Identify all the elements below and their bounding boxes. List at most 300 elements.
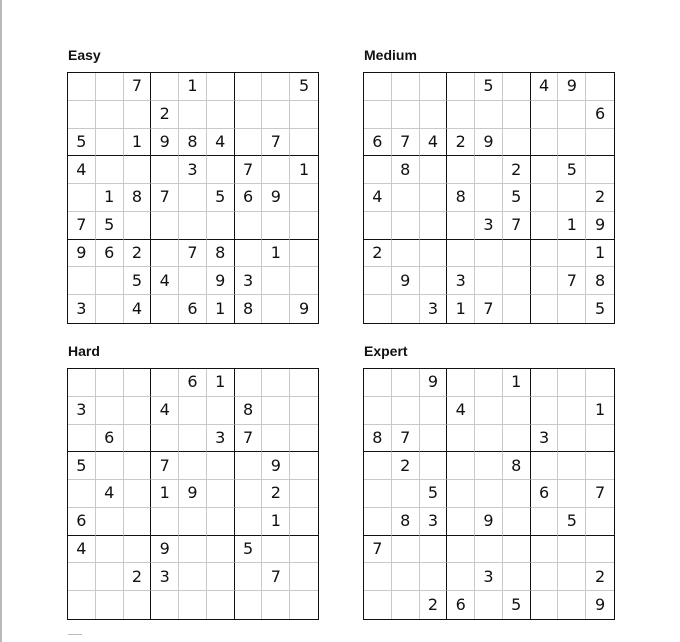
sudoku-cell[interactable]: 4 bbox=[96, 480, 124, 508]
sudoku-cell[interactable] bbox=[262, 267, 290, 295]
sudoku-cell[interactable]: 7 bbox=[68, 212, 96, 240]
sudoku-cell[interactable]: 7 bbox=[586, 480, 614, 508]
sudoku-cell[interactable] bbox=[392, 73, 420, 101]
sudoku-cell[interactable] bbox=[124, 397, 152, 425]
sudoku-cell[interactable] bbox=[475, 184, 503, 212]
sudoku-cell[interactable]: 9 bbox=[392, 267, 420, 295]
sudoku-cell[interactable]: 7 bbox=[124, 73, 152, 101]
sudoku-cell[interactable] bbox=[420, 240, 448, 268]
sudoku-cell[interactable]: 9 bbox=[595, 595, 606, 615]
sudoku-cell[interactable] bbox=[392, 480, 420, 508]
sudoku-cell[interactable] bbox=[475, 156, 503, 184]
sudoku-cell[interactable]: 8 bbox=[503, 452, 531, 480]
sudoku-cell[interactable] bbox=[475, 101, 503, 129]
sudoku-cell[interactable] bbox=[364, 480, 392, 508]
sudoku-cell[interactable] bbox=[558, 184, 586, 212]
sudoku-cell[interactable]: 4 bbox=[364, 184, 392, 212]
sudoku-cell[interactable] bbox=[558, 425, 586, 453]
sudoku-cell[interactable]: 2 bbox=[586, 563, 614, 591]
sudoku-cell[interactable]: 6 bbox=[68, 508, 96, 536]
sudoku-cell[interactable] bbox=[68, 101, 96, 129]
sudoku-cell[interactable] bbox=[290, 212, 318, 240]
sudoku-cell[interactable] bbox=[392, 240, 420, 268]
sudoku-cell[interactable]: 5 bbox=[503, 184, 531, 212]
sudoku-cell[interactable]: 4 bbox=[447, 397, 475, 425]
sudoku-cell[interactable] bbox=[124, 101, 152, 129]
sudoku-cell[interactable]: 6 bbox=[96, 240, 124, 268]
sudoku-cell[interactable] bbox=[586, 452, 614, 480]
sudoku-cell[interactable]: 3 bbox=[235, 267, 263, 295]
sudoku-cell[interactable]: 1 bbox=[262, 240, 290, 268]
sudoku-cell[interactable] bbox=[290, 101, 318, 129]
sudoku-cell[interactable]: 1 bbox=[558, 212, 586, 240]
sudoku-cell[interactable] bbox=[531, 101, 559, 129]
sudoku-cell[interactable] bbox=[68, 480, 96, 508]
sudoku-cell[interactable]: 1 bbox=[586, 240, 614, 268]
sudoku-cell[interactable]: 1 bbox=[586, 397, 614, 425]
sudoku-cell[interactable] bbox=[475, 591, 503, 619]
sudoku-cell[interactable] bbox=[290, 129, 318, 157]
sudoku-cell[interactable]: 8 bbox=[392, 156, 420, 184]
sudoku-cell[interactable] bbox=[364, 156, 392, 184]
sudoku-cell[interactable] bbox=[290, 369, 318, 397]
sudoku-cell[interactable] bbox=[392, 591, 420, 619]
sudoku-cell[interactable] bbox=[531, 295, 559, 323]
sudoku-cell[interactable] bbox=[96, 267, 124, 295]
sudoku-cell[interactable] bbox=[235, 591, 263, 619]
sudoku-cell[interactable]: 9 bbox=[586, 212, 614, 240]
sudoku-cell[interactable] bbox=[207, 212, 235, 240]
sudoku-cell[interactable] bbox=[420, 101, 448, 129]
sudoku-cell[interactable] bbox=[420, 452, 448, 480]
sudoku-cell[interactable] bbox=[475, 369, 503, 397]
sudoku-cell[interactable] bbox=[290, 508, 318, 536]
sudoku-cell[interactable]: 7 bbox=[151, 184, 179, 212]
sudoku-cell[interactable] bbox=[531, 536, 559, 564]
sudoku-cell[interactable]: 8 bbox=[179, 129, 207, 157]
sudoku-cell[interactable] bbox=[207, 452, 235, 480]
sudoku-cell[interactable]: 2 bbox=[586, 184, 614, 212]
sudoku-cell[interactable] bbox=[179, 184, 207, 212]
sudoku-cell[interactable] bbox=[447, 480, 475, 508]
sudoku-cell[interactable] bbox=[420, 267, 448, 295]
sudoku-cell[interactable] bbox=[531, 452, 559, 480]
sudoku-cell[interactable] bbox=[392, 212, 420, 240]
sudoku-cell[interactable]: 9 bbox=[207, 267, 235, 295]
sudoku-cell[interactable] bbox=[420, 212, 448, 240]
sudoku-cell[interactable] bbox=[124, 425, 152, 453]
sudoku-cell[interactable]: 5 bbox=[558, 508, 586, 536]
sudoku-cell[interactable]: 2 bbox=[364, 240, 392, 268]
sudoku-cell[interactable]: 5 bbox=[68, 129, 96, 157]
sudoku-cell[interactable] bbox=[235, 452, 263, 480]
sudoku-cell[interactable] bbox=[124, 591, 152, 619]
sudoku-cell[interactable] bbox=[503, 129, 531, 157]
sudoku-cell[interactable]: 1 bbox=[207, 369, 235, 397]
sudoku-cell[interactable] bbox=[151, 295, 179, 323]
sudoku-cell[interactable] bbox=[392, 369, 420, 397]
sudoku-cell[interactable] bbox=[151, 240, 179, 268]
sudoku-cell[interactable]: 7 bbox=[235, 425, 263, 453]
sudoku-cell[interactable] bbox=[392, 536, 420, 564]
sudoku-cell[interactable]: 8 bbox=[235, 397, 263, 425]
sudoku-cell[interactable] bbox=[207, 480, 235, 508]
sudoku-cell[interactable] bbox=[531, 129, 559, 157]
sudoku-cell[interactable] bbox=[420, 184, 448, 212]
sudoku-cell[interactable]: 1 bbox=[447, 295, 475, 323]
sudoku-cell[interactable] bbox=[262, 73, 290, 101]
sudoku-cell[interactable] bbox=[475, 452, 503, 480]
sudoku-cell[interactable]: 5 bbox=[207, 184, 235, 212]
sudoku-cell[interactable]: 1 bbox=[503, 369, 531, 397]
sudoku-cell[interactable] bbox=[586, 369, 614, 397]
sudoku-cell[interactable] bbox=[290, 184, 318, 212]
sudoku-cell[interactable] bbox=[531, 212, 559, 240]
sudoku-cell[interactable] bbox=[290, 480, 318, 508]
sudoku-cell[interactable]: 2 bbox=[124, 240, 152, 268]
sudoku-cell[interactable] bbox=[503, 295, 531, 323]
sudoku-cell[interactable]: 6 bbox=[447, 591, 475, 619]
sudoku-cell[interactable]: 5 bbox=[68, 452, 96, 480]
sudoku-cell[interactable] bbox=[475, 397, 503, 425]
sudoku-cell[interactable]: 1 bbox=[207, 295, 235, 323]
sudoku-cell[interactable]: 4 bbox=[124, 295, 152, 323]
sudoku-cell[interactable] bbox=[68, 267, 96, 295]
sudoku-cell[interactable] bbox=[447, 240, 475, 268]
sudoku-cell[interactable] bbox=[96, 536, 124, 564]
sudoku-cell[interactable] bbox=[96, 563, 124, 591]
sudoku-cell[interactable] bbox=[420, 397, 448, 425]
sudoku-cell[interactable] bbox=[558, 591, 586, 619]
sudoku-cell[interactable]: 2 bbox=[503, 156, 531, 184]
sudoku-cell[interactable] bbox=[586, 508, 614, 536]
sudoku-cell[interactable] bbox=[364, 73, 392, 101]
sudoku-cell[interactable]: 7 bbox=[262, 129, 290, 157]
sudoku-cell[interactable]: 2 bbox=[124, 563, 152, 591]
sudoku-cell[interactable] bbox=[558, 295, 586, 323]
sudoku-cell[interactable] bbox=[151, 73, 179, 101]
sudoku-cell[interactable] bbox=[235, 369, 263, 397]
sudoku-cell[interactable] bbox=[503, 240, 531, 268]
sudoku-cell[interactable] bbox=[96, 591, 124, 619]
sudoku-cell[interactable] bbox=[207, 73, 235, 101]
sudoku-cell[interactable] bbox=[262, 369, 290, 397]
sudoku-cell[interactable] bbox=[96, 452, 124, 480]
sudoku-cell[interactable] bbox=[290, 591, 318, 619]
sudoku-cell[interactable] bbox=[262, 156, 290, 184]
sudoku-cell[interactable] bbox=[68, 425, 96, 453]
sudoku-cell[interactable] bbox=[179, 397, 207, 425]
sudoku-cell[interactable]: 3 bbox=[207, 425, 235, 453]
sudoku-cell[interactable] bbox=[420, 73, 448, 101]
sudoku-cell[interactable] bbox=[235, 129, 263, 157]
sudoku-cell[interactable] bbox=[503, 267, 531, 295]
sudoku-cell[interactable] bbox=[179, 212, 207, 240]
sudoku-cell[interactable] bbox=[262, 101, 290, 129]
sudoku-cell[interactable]: 1 bbox=[96, 184, 124, 212]
sudoku-cell[interactable]: 5 bbox=[558, 156, 586, 184]
sudoku-cell[interactable]: 7 bbox=[179, 240, 207, 268]
sudoku-cell[interactable] bbox=[503, 425, 531, 453]
sudoku-cell[interactable]: 6 bbox=[531, 480, 559, 508]
sudoku-cell[interactable] bbox=[475, 240, 503, 268]
sudoku-cell[interactable] bbox=[179, 591, 207, 619]
sudoku-cell[interactable] bbox=[262, 212, 290, 240]
sudoku-cell[interactable]: 3 bbox=[68, 295, 96, 323]
sudoku-cell[interactable] bbox=[420, 563, 448, 591]
sudoku-cell[interactable] bbox=[558, 240, 586, 268]
sudoku-cell[interactable] bbox=[68, 591, 96, 619]
sudoku-cell[interactable] bbox=[503, 101, 531, 129]
sudoku-cell[interactable]: 3 bbox=[151, 563, 179, 591]
sudoku-cell[interactable]: 6 bbox=[235, 184, 263, 212]
sudoku-cell[interactable] bbox=[531, 369, 559, 397]
sudoku-cell[interactable] bbox=[68, 184, 96, 212]
sudoku-cell[interactable] bbox=[531, 563, 559, 591]
sudoku-cell[interactable]: 7 bbox=[364, 536, 392, 564]
sudoku-cell[interactable] bbox=[124, 480, 152, 508]
sudoku-cell[interactable] bbox=[503, 508, 531, 536]
sudoku-cell[interactable] bbox=[364, 397, 392, 425]
sudoku-cell[interactable] bbox=[420, 156, 448, 184]
sudoku-cell[interactable] bbox=[235, 508, 263, 536]
sudoku-cell[interactable] bbox=[364, 295, 392, 323]
sudoku-cell[interactable]: 2 bbox=[447, 129, 475, 157]
sudoku-cell[interactable] bbox=[290, 563, 318, 591]
sudoku-cell[interactable] bbox=[586, 129, 614, 157]
sudoku-cell[interactable] bbox=[420, 536, 448, 564]
sudoku-cell[interactable] bbox=[392, 184, 420, 212]
sudoku-cell[interactable]: 1 bbox=[124, 129, 152, 157]
sudoku-cell[interactable] bbox=[290, 240, 318, 268]
sudoku-cell[interactable]: 3 bbox=[420, 295, 448, 323]
sudoku-cell[interactable] bbox=[558, 480, 586, 508]
sudoku-cell[interactable]: 7 bbox=[392, 425, 420, 453]
sudoku-cell[interactable] bbox=[447, 563, 475, 591]
sudoku-cell[interactable]: 8 bbox=[447, 184, 475, 212]
sudoku-cell[interactable] bbox=[151, 425, 179, 453]
sudoku-cell[interactable]: 5 bbox=[124, 267, 152, 295]
sudoku-cell[interactable] bbox=[96, 101, 124, 129]
sudoku-cell[interactable]: 7 bbox=[558, 267, 586, 295]
sudoku-cell[interactable] bbox=[503, 73, 531, 101]
sudoku-cell[interactable] bbox=[364, 267, 392, 295]
sudoku-cell[interactable]: 5 bbox=[595, 299, 606, 319]
sudoku-cell[interactable] bbox=[179, 267, 207, 295]
sudoku-cell[interactable]: 7 bbox=[475, 295, 503, 323]
sudoku-cell[interactable] bbox=[179, 101, 207, 129]
sudoku-cell[interactable]: 6 bbox=[179, 295, 207, 323]
sudoku-cell[interactable]: 8 bbox=[235, 295, 263, 323]
sudoku-cell[interactable]: 2 bbox=[392, 452, 420, 480]
sudoku-cell[interactable] bbox=[124, 452, 152, 480]
sudoku-cell[interactable] bbox=[96, 295, 124, 323]
sudoku-cell[interactable] bbox=[447, 508, 475, 536]
sudoku-cell[interactable] bbox=[447, 369, 475, 397]
sudoku-cell[interactable]: 3 bbox=[420, 508, 448, 536]
sudoku-cell[interactable]: 6 bbox=[364, 129, 392, 157]
sudoku-cell[interactable] bbox=[392, 101, 420, 129]
sudoku-cell[interactable] bbox=[558, 397, 586, 425]
sudoku-cell[interactable] bbox=[392, 563, 420, 591]
sudoku-cell[interactable] bbox=[290, 452, 318, 480]
sudoku-cell[interactable] bbox=[558, 452, 586, 480]
sudoku-cell[interactable] bbox=[558, 369, 586, 397]
sudoku-cell[interactable]: 4 bbox=[531, 73, 559, 101]
sudoku-cell[interactable] bbox=[124, 508, 152, 536]
sudoku-cell[interactable] bbox=[558, 101, 586, 129]
sudoku-cell[interactable]: 9 bbox=[262, 452, 290, 480]
sudoku-cell[interactable]: 4 bbox=[420, 129, 448, 157]
sudoku-cell[interactable] bbox=[207, 591, 235, 619]
sudoku-cell[interactable] bbox=[531, 156, 559, 184]
sudoku-cell[interactable] bbox=[124, 156, 152, 184]
sudoku-cell[interactable] bbox=[235, 73, 263, 101]
sudoku-cell[interactable]: 4 bbox=[68, 536, 96, 564]
sudoku-cell[interactable] bbox=[179, 452, 207, 480]
sudoku-cell[interactable]: 1 bbox=[179, 73, 207, 101]
sudoku-cell[interactable] bbox=[68, 563, 96, 591]
sudoku-cell[interactable] bbox=[447, 212, 475, 240]
sudoku-cell[interactable] bbox=[179, 508, 207, 536]
sudoku-cell[interactable] bbox=[207, 156, 235, 184]
sudoku-cell[interactable] bbox=[447, 536, 475, 564]
sudoku-cell[interactable] bbox=[364, 563, 392, 591]
sudoku-cell[interactable] bbox=[262, 397, 290, 425]
sudoku-cell[interactable] bbox=[447, 425, 475, 453]
sudoku-cell[interactable] bbox=[475, 480, 503, 508]
sudoku-cell[interactable] bbox=[531, 591, 559, 619]
sudoku-cell[interactable]: 5 bbox=[503, 591, 531, 619]
sudoku-cell[interactable] bbox=[290, 397, 318, 425]
sudoku-cell[interactable] bbox=[124, 369, 152, 397]
sudoku-cell[interactable]: 6 bbox=[96, 425, 124, 453]
sudoku-cell[interactable] bbox=[235, 212, 263, 240]
sudoku-cell[interactable] bbox=[124, 536, 152, 564]
sudoku-cell[interactable]: 2 bbox=[420, 591, 448, 619]
sudoku-cell[interactable]: 7 bbox=[262, 563, 290, 591]
sudoku-cell[interactable] bbox=[392, 295, 420, 323]
sudoku-cell[interactable] bbox=[558, 536, 586, 564]
sudoku-cell[interactable] bbox=[179, 563, 207, 591]
sudoku-cell[interactable] bbox=[475, 425, 503, 453]
sudoku-cell[interactable]: 9 bbox=[475, 508, 503, 536]
sudoku-cell[interactable]: 1 bbox=[151, 480, 179, 508]
sudoku-cell[interactable]: 5 bbox=[420, 480, 448, 508]
sudoku-cell[interactable] bbox=[207, 563, 235, 591]
sudoku-cell[interactable] bbox=[475, 267, 503, 295]
sudoku-cell[interactable] bbox=[151, 591, 179, 619]
sudoku-cell[interactable] bbox=[392, 397, 420, 425]
sudoku-cell[interactable] bbox=[531, 240, 559, 268]
sudoku-cell[interactable]: 7 bbox=[503, 212, 531, 240]
sudoku-cell[interactable]: 2 bbox=[262, 480, 290, 508]
sudoku-cell[interactable] bbox=[96, 508, 124, 536]
sudoku-cell[interactable]: 4 bbox=[151, 267, 179, 295]
sudoku-cell[interactable] bbox=[586, 425, 614, 453]
sudoku-cell[interactable] bbox=[96, 397, 124, 425]
sudoku-cell[interactable]: 9 bbox=[420, 369, 448, 397]
sudoku-cell[interactable] bbox=[531, 267, 559, 295]
sudoku-cell[interactable]: 8 bbox=[586, 267, 614, 295]
sudoku-cell[interactable]: 5 bbox=[235, 536, 263, 564]
sudoku-cell[interactable]: 2 bbox=[151, 101, 179, 129]
sudoku-cell[interactable] bbox=[235, 240, 263, 268]
sudoku-cell[interactable]: 3 bbox=[475, 563, 503, 591]
sudoku-cell[interactable]: 9 bbox=[151, 536, 179, 564]
sudoku-cell[interactable] bbox=[586, 73, 614, 101]
sudoku-cell[interactable]: 5 bbox=[290, 73, 318, 101]
sudoku-cell[interactable] bbox=[364, 452, 392, 480]
sudoku-cell[interactable] bbox=[531, 184, 559, 212]
sudoku-cell[interactable]: 1 bbox=[290, 156, 318, 184]
sudoku-cell[interactable] bbox=[420, 425, 448, 453]
sudoku-cell[interactable]: 4 bbox=[207, 129, 235, 157]
sudoku-cell[interactable] bbox=[364, 101, 392, 129]
sudoku-cell[interactable]: 9 bbox=[475, 129, 503, 157]
sudoku-cell[interactable] bbox=[151, 369, 179, 397]
sudoku-cell[interactable] bbox=[151, 156, 179, 184]
sudoku-cell[interactable] bbox=[503, 397, 531, 425]
sudoku-cell[interactable] bbox=[364, 369, 392, 397]
sudoku-cell[interactable] bbox=[475, 536, 503, 564]
sudoku-cell[interactable]: 7 bbox=[151, 452, 179, 480]
sudoku-cell[interactable]: 3 bbox=[68, 397, 96, 425]
sudoku-cell[interactable] bbox=[262, 591, 290, 619]
sudoku-cell[interactable]: 5 bbox=[475, 73, 503, 101]
sudoku-cell[interactable]: 3 bbox=[179, 156, 207, 184]
sudoku-cell[interactable] bbox=[124, 212, 152, 240]
sudoku-cell[interactable]: 8 bbox=[124, 184, 152, 212]
sudoku-cell[interactable] bbox=[586, 156, 614, 184]
sudoku-cell[interactable]: 8 bbox=[364, 425, 392, 453]
sudoku-cell[interactable] bbox=[531, 508, 559, 536]
sudoku-cell[interactable]: 4 bbox=[151, 397, 179, 425]
sudoku-cell[interactable] bbox=[235, 563, 263, 591]
sudoku-cell[interactable]: 7 bbox=[235, 156, 263, 184]
sudoku-cell[interactable] bbox=[447, 101, 475, 129]
sudoku-cell[interactable]: 3 bbox=[475, 212, 503, 240]
sudoku-cell[interactable] bbox=[151, 508, 179, 536]
sudoku-cell[interactable] bbox=[290, 267, 318, 295]
sudoku-cell[interactable] bbox=[151, 212, 179, 240]
sudoku-cell[interactable] bbox=[262, 536, 290, 564]
sudoku-cell[interactable] bbox=[447, 156, 475, 184]
sudoku-cell[interactable]: 6 bbox=[179, 369, 207, 397]
sudoku-cell[interactable] bbox=[364, 212, 392, 240]
sudoku-cell[interactable] bbox=[68, 73, 96, 101]
sudoku-cell[interactable] bbox=[207, 508, 235, 536]
sudoku-cell[interactable] bbox=[364, 508, 392, 536]
sudoku-cell[interactable]: 9 bbox=[68, 240, 96, 268]
sudoku-cell[interactable]: 9 bbox=[299, 299, 310, 319]
sudoku-cell[interactable] bbox=[96, 369, 124, 397]
sudoku-cell[interactable] bbox=[503, 480, 531, 508]
sudoku-cell[interactable] bbox=[531, 397, 559, 425]
sudoku-cell[interactable] bbox=[364, 591, 392, 619]
sudoku-cell[interactable] bbox=[96, 73, 124, 101]
sudoku-cell[interactable]: 6 bbox=[586, 101, 614, 129]
sudoku-cell[interactable]: 3 bbox=[447, 267, 475, 295]
sudoku-cell[interactable] bbox=[96, 156, 124, 184]
sudoku-cell[interactable]: 7 bbox=[392, 129, 420, 157]
sudoku-cell[interactable]: 9 bbox=[151, 129, 179, 157]
sudoku-cell[interactable]: 8 bbox=[392, 508, 420, 536]
sudoku-cell[interactable]: 9 bbox=[558, 73, 586, 101]
sudoku-cell[interactable] bbox=[262, 425, 290, 453]
sudoku-cell[interactable]: 9 bbox=[262, 184, 290, 212]
sudoku-cell[interactable]: 9 bbox=[179, 480, 207, 508]
